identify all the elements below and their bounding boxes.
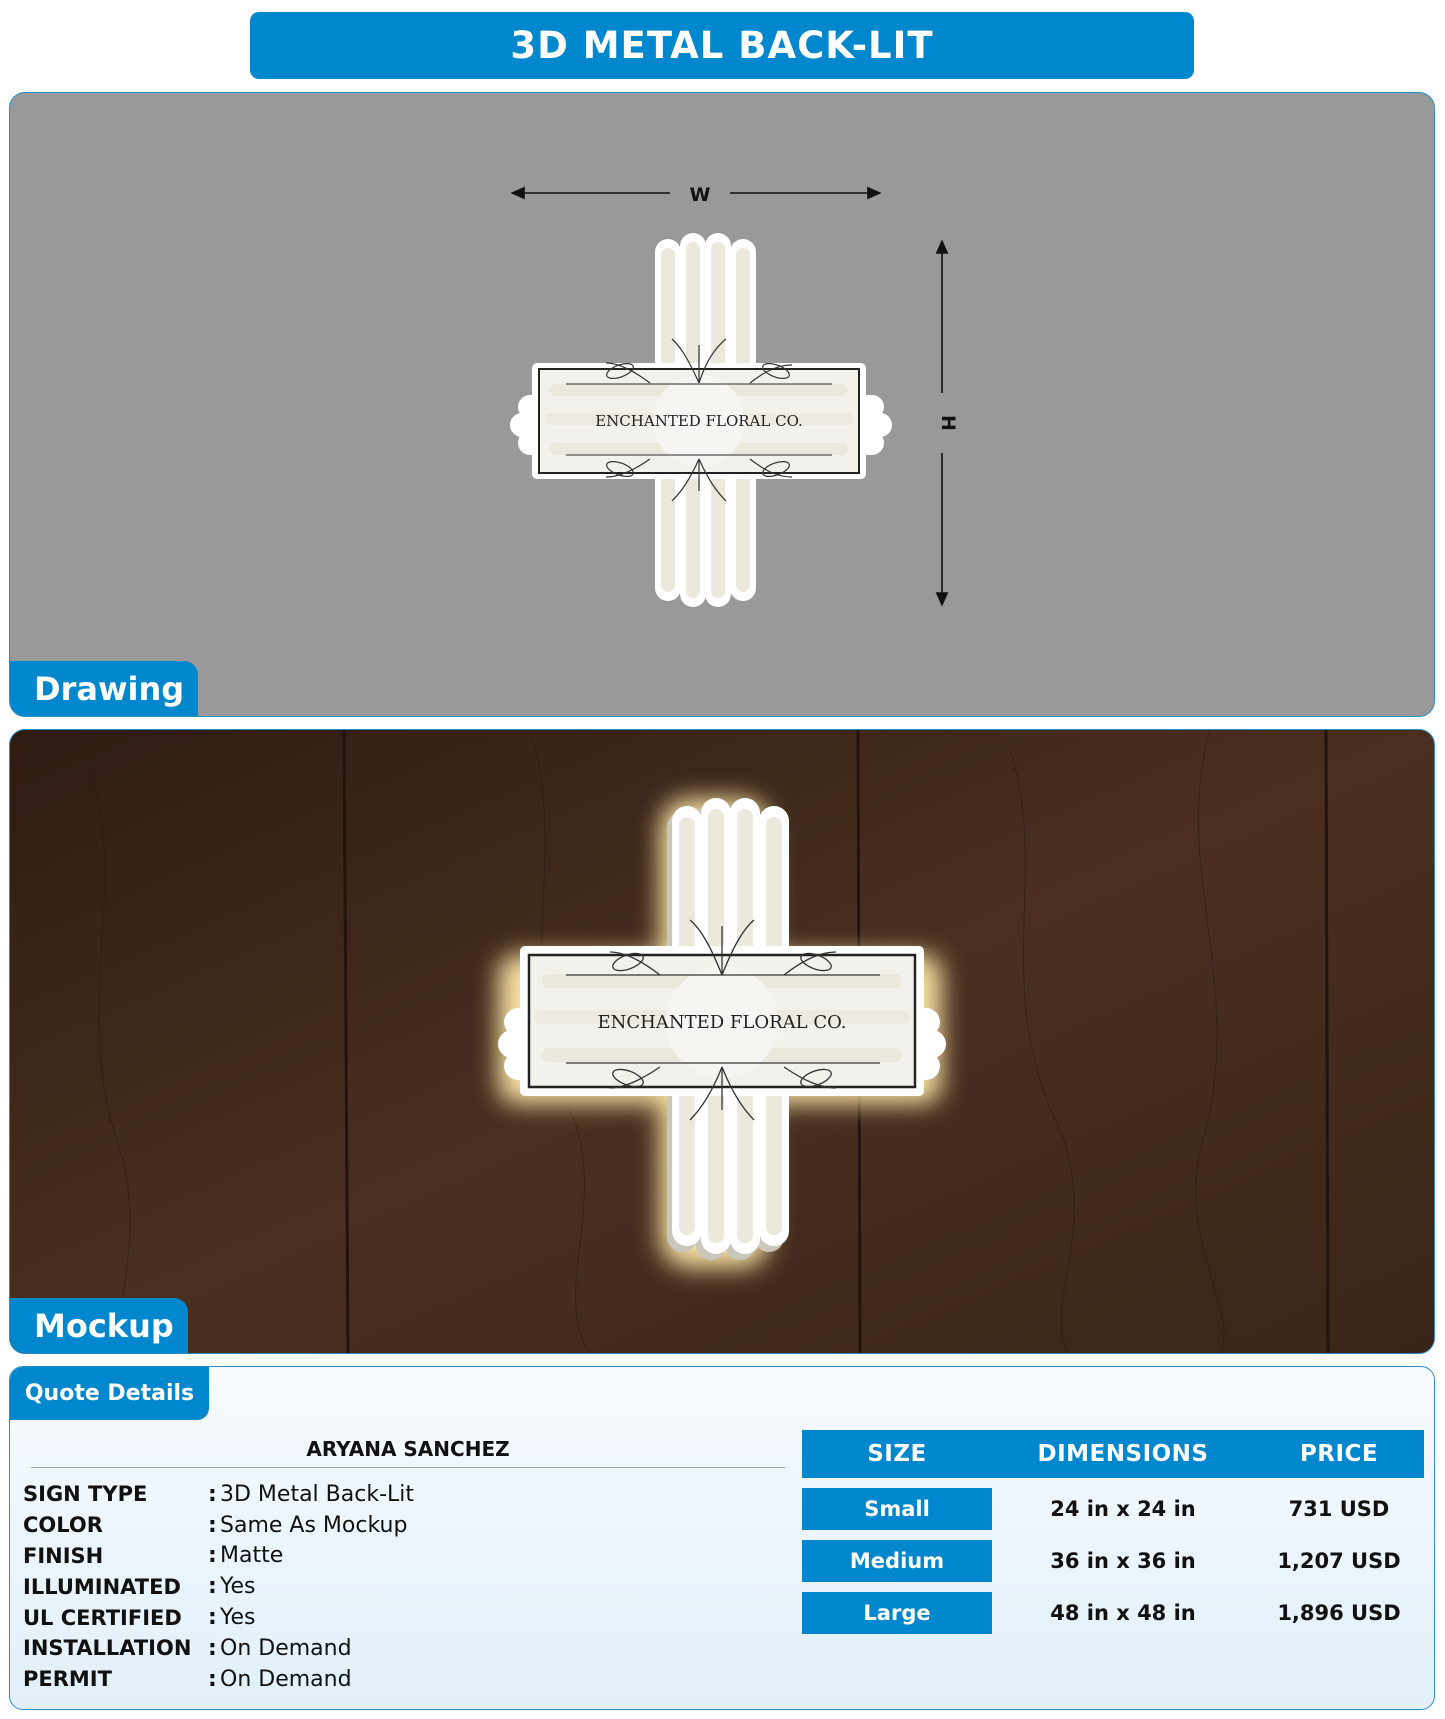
dimensions-cell: 24 in x 24 in	[1050, 1497, 1196, 1521]
sign-text: ENCHANTED FLORAL CO.	[595, 412, 803, 430]
price-table-header	[802, 1430, 1424, 1478]
spec-row-ul-certified: UL CERTIFIED : Yes	[23, 1605, 256, 1631]
header-size: SIZE	[867, 1441, 927, 1467]
spec-row-finish: FINISH : Matte	[23, 1543, 284, 1569]
size-cell: Small	[802, 1488, 992, 1530]
spec-row-permit: PERMIT : On Demand	[23, 1666, 352, 1692]
spec-value: On Demand	[220, 1666, 352, 1692]
spec-label: SIGN TYPE	[23, 1482, 148, 1507]
drawing-panel	[9, 92, 1435, 717]
dimensions-cell: 48 in x 48 in	[1050, 1601, 1196, 1625]
spec-label: FINISH	[23, 1543, 104, 1568]
table-row	[802, 1540, 1424, 1582]
spec-value: Yes	[220, 1574, 256, 1600]
mockup-label: Mockup	[10, 1298, 188, 1353]
width-marker: W	[689, 184, 711, 206]
spec-list	[23, 1479, 414, 1695]
dimensions-cell: 36 in x 36 in	[1050, 1549, 1196, 1573]
drawing-label: Drawing	[10, 661, 198, 716]
spec-row-installation: INSTALLATION : On Demand	[23, 1635, 352, 1661]
spec-label: ILLUMINATED	[23, 1574, 181, 1599]
page-title: 3D METAL BACK-LIT	[250, 12, 1194, 79]
price-table	[802, 1430, 1424, 1634]
size-cell: Medium	[802, 1540, 992, 1582]
table-row	[802, 1488, 1424, 1530]
mockup-sign-text: ENCHANTED FLORAL CO.	[597, 1012, 847, 1033]
spec-label: COLOR	[23, 1513, 103, 1538]
spec-value: Matte	[220, 1543, 284, 1569]
mockup-panel	[9, 729, 1435, 1354]
quote-details-tab: Quote Details	[10, 1367, 209, 1420]
spec-label: UL CERTIFIED	[23, 1605, 182, 1630]
header-dimensions: DIMENSIONS	[1037, 1441, 1209, 1467]
spec-value: Yes	[220, 1605, 256, 1631]
header-price: PRICE	[1299, 1441, 1379, 1467]
price-cell: 731 USD	[1288, 1497, 1390, 1521]
spec-value: 3D Metal Back-Lit	[220, 1481, 415, 1507]
sign-drawing	[510, 233, 892, 607]
price-cell: 1,207 USD	[1277, 1549, 1401, 1573]
mockup-canvas	[10, 730, 1435, 1354]
spec-row-color: COLOR : Same As Mockup	[23, 1512, 408, 1538]
customer-name: ARYANA SANCHEZ	[31, 1437, 785, 1468]
spec-row-sign-type: SIGN TYPE : 3D Metal Back-Lit	[23, 1481, 415, 1507]
table-row	[802, 1592, 1424, 1634]
spec-value: On Demand	[220, 1635, 352, 1661]
spec-row-illuminated: ILLUMINATED : Yes	[23, 1574, 256, 1600]
price-cell: 1,896 USD	[1277, 1601, 1401, 1625]
drawing-canvas	[10, 93, 1435, 717]
spec-value: Same As Mockup	[220, 1512, 408, 1538]
size-cell: Large	[802, 1592, 992, 1634]
spec-label: PERMIT	[23, 1667, 112, 1692]
quote-details	[9, 1366, 1435, 1710]
height-marker: H	[937, 415, 959, 431]
spec-label: INSTALLATION	[23, 1636, 192, 1661]
